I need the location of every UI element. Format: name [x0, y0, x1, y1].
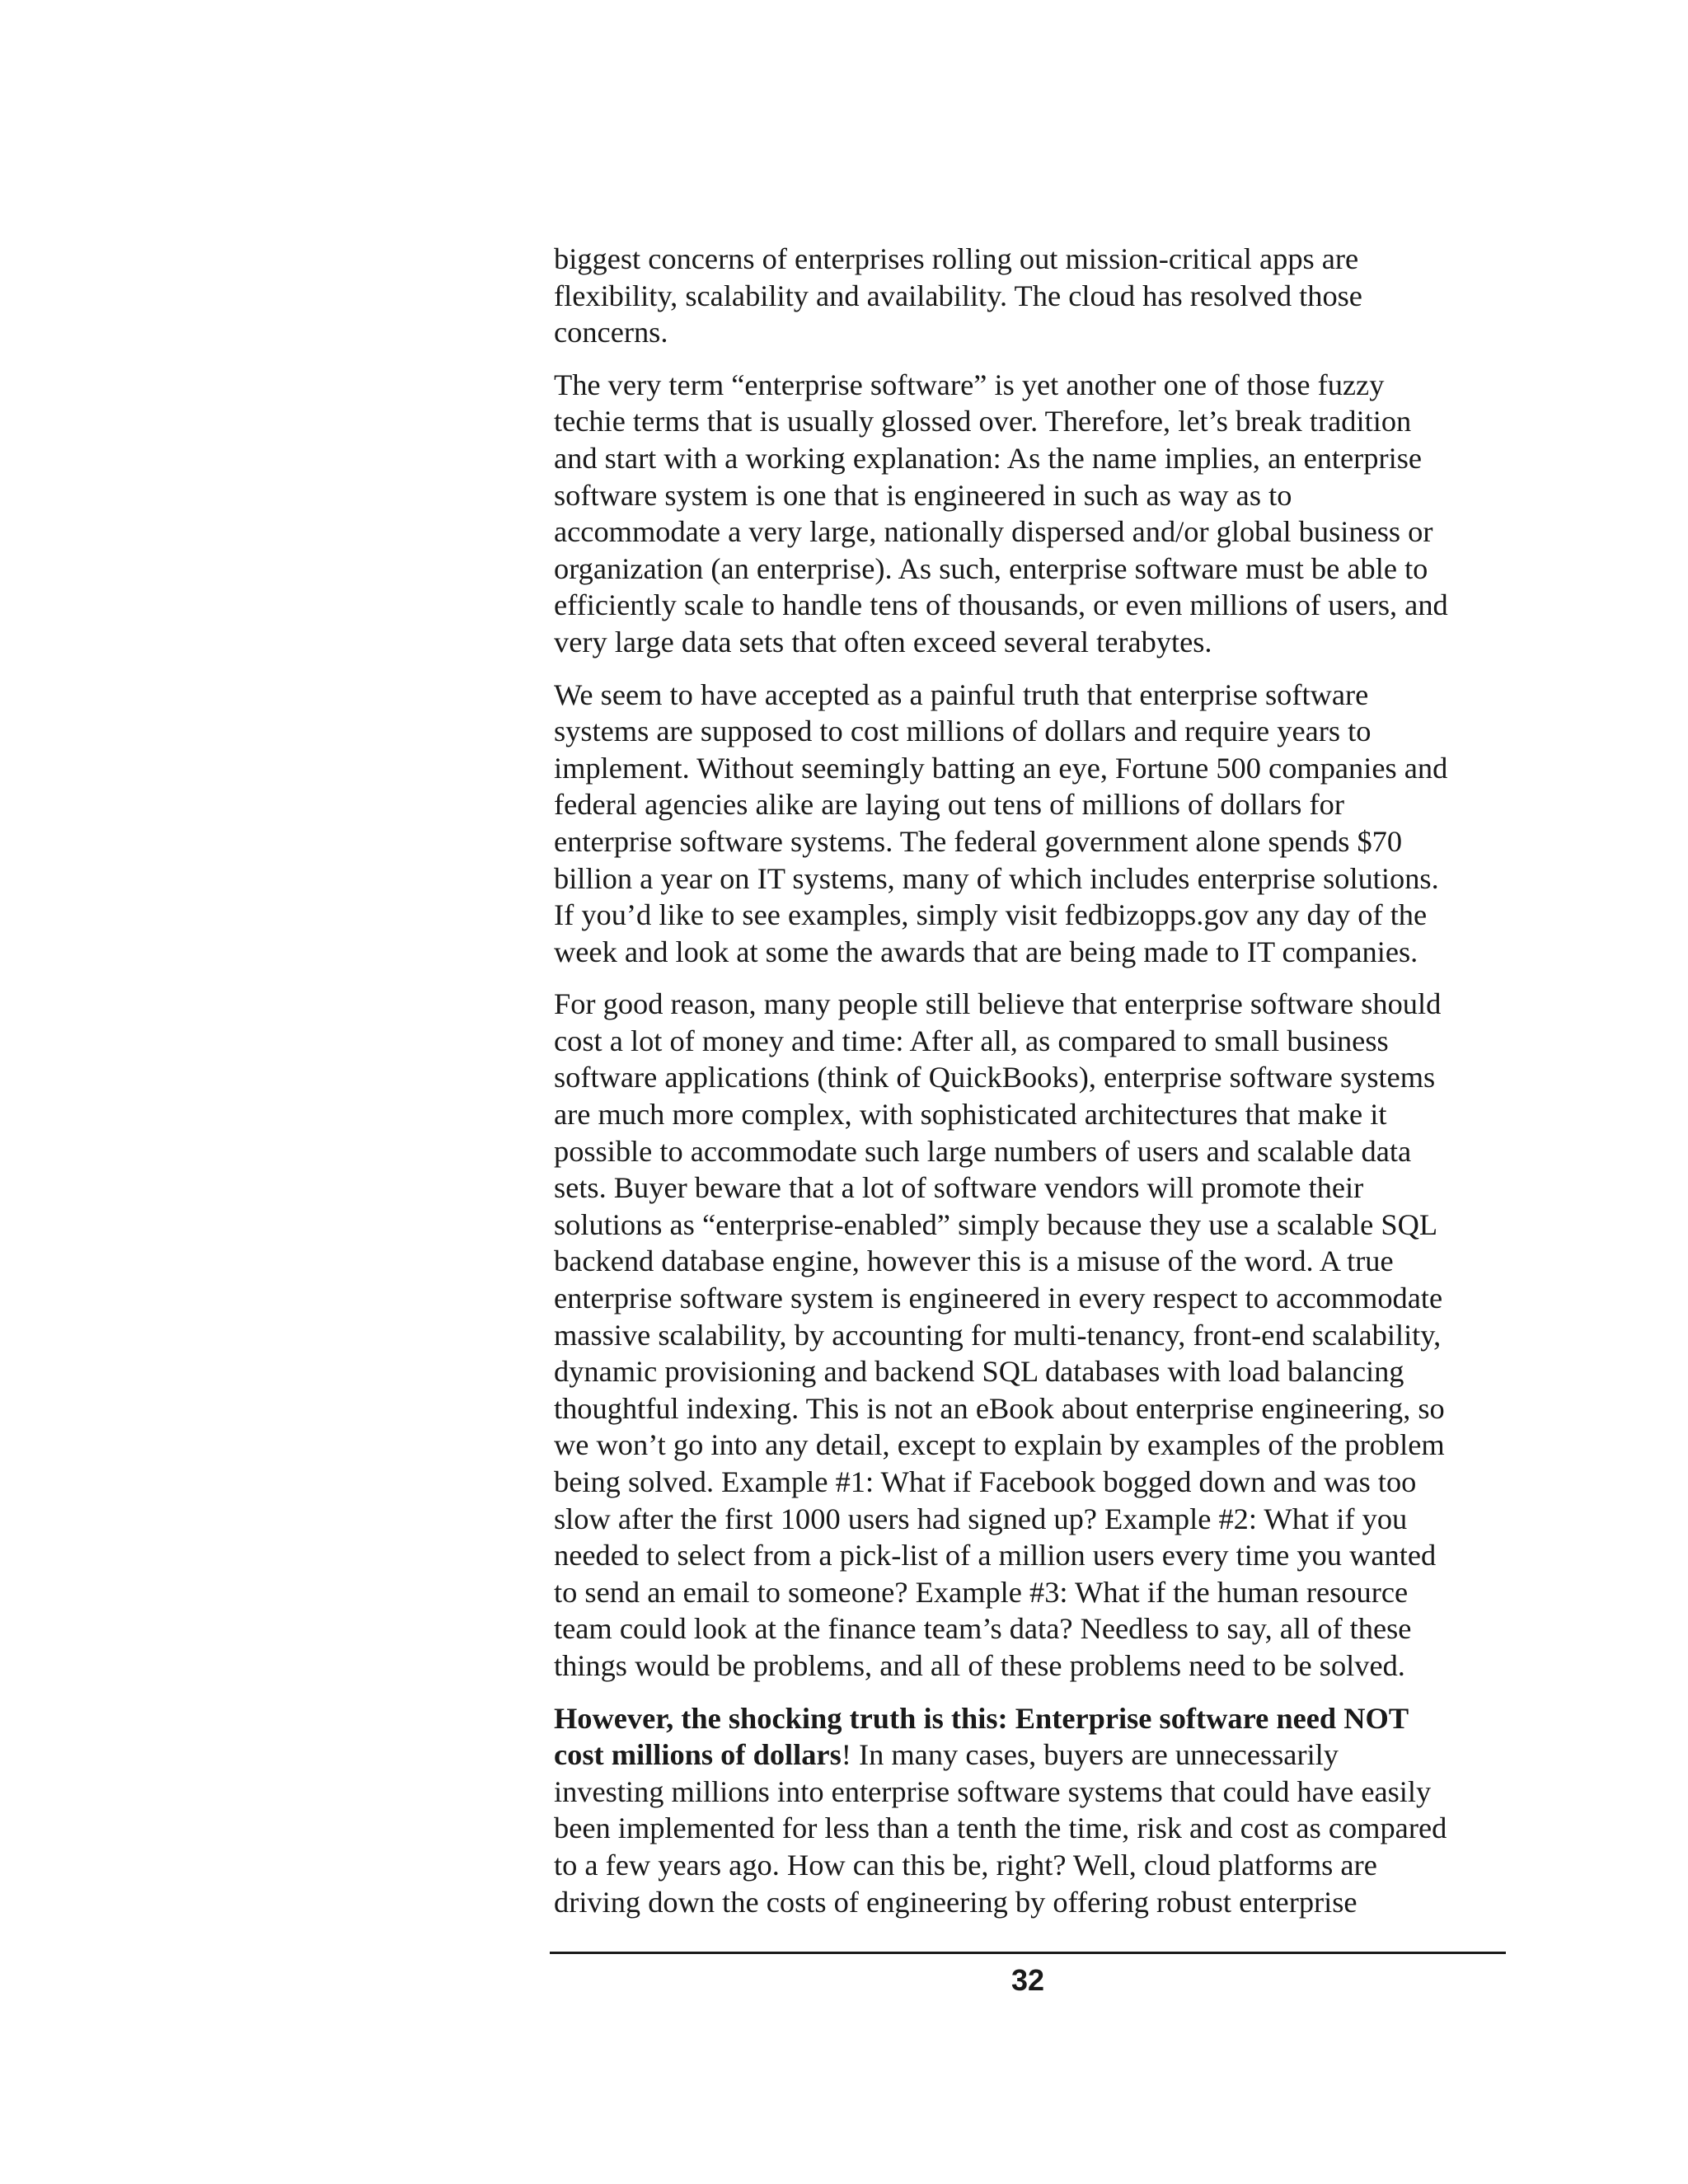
text-line: team could look at the finance team’s data? Needless to say, all of these — [554, 1612, 1412, 1646]
text-line: very large data sets that often exceed several terabytes. — [554, 625, 1212, 658]
text-line: implement. Without seemingly batting an eye, Fortune 500 companies and — [554, 751, 1448, 785]
text-line — [554, 1736, 1514, 1774]
text-line: solutions as “enterprise-enabled” simply because they use a scalable SQL — [554, 1207, 1438, 1241]
text-line: sets. Buyer beware that a lot of software vendors will promote their — [554, 1171, 1364, 1205]
text-line: billion a year on IT systems, many of which includes enterprise solutions. — [554, 861, 1439, 895]
text-line: week and look at some the awards that are being made to IT companies. — [554, 935, 1418, 968]
bold-emphasis: cost millions of dollars — [554, 1738, 842, 1772]
text-line: to a few years ago. How can this be, right? Well, cloud platforms are — [554, 1848, 1377, 1882]
text-line: software applications (think of QuickBooks), enterprise software systems — [554, 1061, 1436, 1094]
text-line: investing millions into enterprise software systems that could have easily — [554, 1774, 1432, 1808]
text-line: massive scalability, by accounting for multi-tenancy, front-end scalability, — [554, 1318, 1442, 1352]
text-line: possible to accommodate such large numbers of users and scalable data — [554, 1134, 1412, 1168]
text-line: being solved. Example #1: What if Facebook bogged down and was too — [554, 1465, 1417, 1498]
paragraph-1 — [554, 241, 1514, 351]
text-line: accommodate a very large, nationally dispersed and/or global business or — [554, 515, 1433, 549]
body-text — [554, 241, 1514, 1936]
text-line: concerns. — [554, 316, 668, 349]
text-line: things would be problems, and all of these problems need to be solved. — [554, 1648, 1405, 1682]
text-line: enterprise software systems. The federal government alone spends $70 — [554, 824, 1403, 858]
text-line: been implemented for less than a tenth the time, risk and cost as compared — [554, 1811, 1447, 1845]
text-line: organization (an enterprise). As such, enterprise software must be able to — [554, 551, 1428, 585]
text-line: software system is one that is engineered in such as way as to — [554, 478, 1292, 512]
paragraph-5 — [554, 1700, 1514, 1921]
paragraph-4 — [554, 986, 1514, 1684]
text-line: needed to select from a pick-list of a million users every time you wanted — [554, 1539, 1437, 1572]
text-line: If you’d like to see examples, simply visit fedbizopps.gov any day of the — [554, 898, 1428, 932]
text-line: cost a lot of money and time: After all, as compared to small business — [554, 1024, 1389, 1057]
footer-divider — [550, 1952, 1506, 1954]
text-line: we won’t go into any detail, except to explain by examples of the problem — [554, 1428, 1445, 1462]
text-line: techie terms that is usually glossed over. Therefore, let’s break tradition — [554, 405, 1412, 438]
text-line: to send an email to someone? Example #3: What if the human resource — [554, 1575, 1409, 1609]
page-number: 32 — [1010, 1963, 1045, 1997]
text-line: are much more complex, with sophisticated architectures that make it — [554, 1098, 1387, 1132]
text-line: driving down the costs of engineering by offering robust enterprise — [554, 1885, 1357, 1919]
paragraph-2 — [554, 367, 1514, 661]
text-line: biggest concerns of enterprises rolling out mission-critical apps are — [554, 242, 1359, 275]
text-line: backend database engine, however this is a misuse of the word. A true — [554, 1244, 1394, 1278]
text-line: federal agencies alike are laying out tens of millions of dollars for — [554, 788, 1344, 822]
text-line: systems are supposed to cost millions of dollars and require years to — [554, 715, 1372, 748]
bold-text-line: However, the shocking truth is this: Enterprise software need NOT — [554, 1701, 1409, 1735]
text-line: For good reason, many people still believe that enterprise software should — [554, 987, 1442, 1021]
text-line: dynamic provisioning and backend SQL databases with load balancing — [554, 1355, 1404, 1389]
text-line: The very term “enterprise software” is yet another one of those fuzzy — [554, 368, 1385, 401]
text-line: slow after the first 1000 users had signed up? Example #2: What if you — [554, 1502, 1408, 1535]
paragraph-3 — [554, 677, 1514, 971]
text-line: We seem to have accepted as a painful truth that enterprise software — [554, 677, 1369, 711]
text-line: efficiently scale to handle tens of thousands, or even millions of users, and — [554, 588, 1448, 622]
text-line: flexibility, scalability and availability. The cloud has resolved those — [554, 279, 1362, 312]
text-line: thoughtful indexing. This is not an eBook about enterprise engineering, so — [554, 1391, 1445, 1425]
text-line: enterprise software system is engineered in every respect to accommodate — [554, 1282, 1443, 1315]
text-line: and start with a working explanation: As the name implies, an enterprise — [554, 441, 1423, 475]
text-run: ! In many cases, buyers are unnecessarily — [841, 1738, 1339, 1772]
